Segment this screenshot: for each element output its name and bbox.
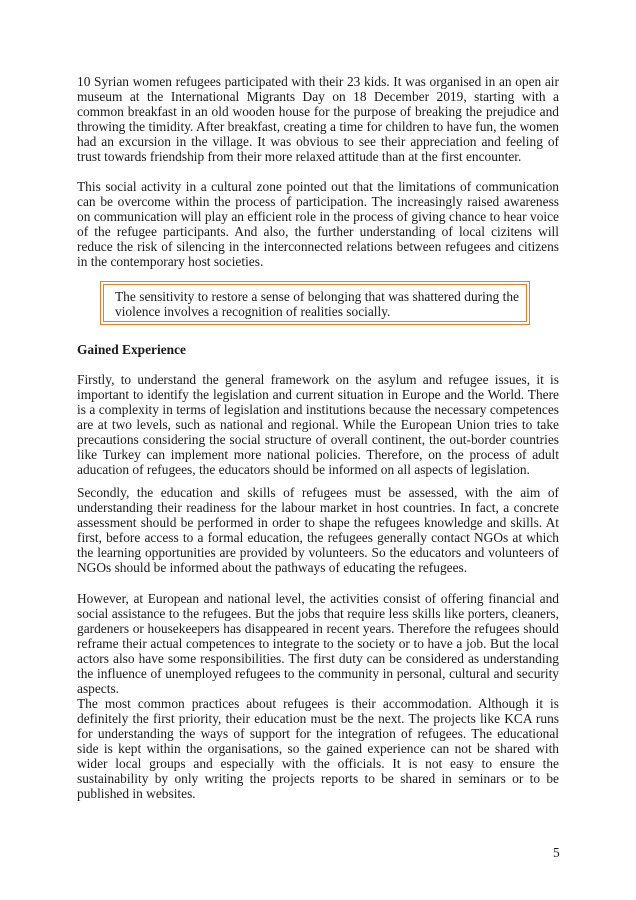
callout-text: The sensitivity to restore a sense of belonging that was shattered during the violence involves a recognition of realities socially. [115,289,519,319]
paragraph-intro: 10 Syrian women refugees participated with their 23 kids. It was organised in an open air museum at the International Migrants Day on 18 December 2019, starting with a common breakfast in an old wooden house for the purpose of breaking the prejudice and throwing the timidity. After breakfast, creating a time for children to have fun, the women had an excursion in the village. It was obvious to see their appreciation and feeling of trust towards friendship from their more relaxed attitude than at the first encounter. [77,74,559,164]
page-number: 5 [553,845,560,860]
section-heading: Gained Experience [77,342,186,357]
paragraph-social-activity: This social activity in a cultural zone pointed out that the limitations of communication can be overcome within the process of participation. The increasingly raised awareness on communication will play an efficient role in the process of giving chance to hear voice of the refugee participants. And also, the further understanding of local cizitens will reduce the risk of silencing in the interconnected relations between refugees and citizens in the contemporary host societies. [77,179,559,269]
callout-box [100,281,530,325]
paragraph-legislation: Firstly, to understand the general framework on the asylum and refugee issues, it is important to identify the legislation and current situation in Europe and the World. There is a complexity in terms of legislation and institutions because the necessary competences are at two levels, such as national and regional. While the European Union tries to take precautions considering the social structure of overall continent, the out-border countries like Turkey can implement more national policies. Therefore, on the process of adult aducation of refugees, the educators should be informed on all aspects of legislation. [77,372,559,477]
paragraph-assistance: However, at European and national level, the activities consist of offering financial and social assistance to the refugees. But the jobs that require less skills like porters, cleaners, gardeners or housekeepers has disappeared in recent years. Therefore the refugees should reframe their actual competences to integrate to the society or to have a job. But the local actors also have some responsibilities. The first duty can be considered as understanding the influence of unemployed refugees to the community in personal, cultural and security aspects. [77,591,559,696]
paragraph-education-skills: Secondly, the education and skills of refugees must be assessed, with the aim of understanding their readiness for the labour market in host countries. In fact, a concrete assessment should be performed in order to shape the refugees knowledge and skills. At first, before access to a formal education, the refugees generally contact NGOs at which the learning opportunities are provided by volunteers. So the educators and volunteers of NGOs should be informed about the pathways of educating the refugees. [77,485,559,575]
paragraph-accommodation: The most common practices about refugees is their accommodation. Although it is definitely the first priority, their education must be the next. The projects like KCA runs for understanding the ways of support for the integration of refugees. The educational side is kept within the organisations, so the gained experience can not be shared with wider local groups and especially with the officials. It is not easy to ensure the sustainability by only writing the projects reports to be shared in seminars or to be published in websites. [77,696,559,801]
